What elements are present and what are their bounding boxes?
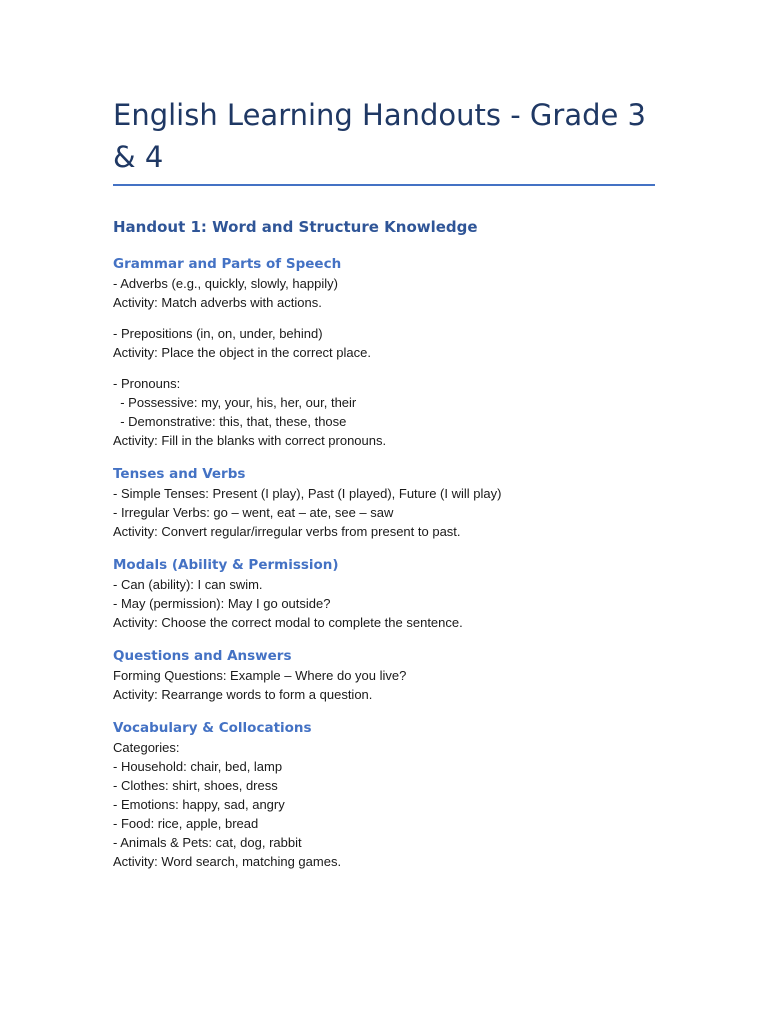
text-line: Activity: Rearrange words to form a question. (113, 687, 373, 702)
section-modals (113, 555, 658, 632)
text-line: Activity: Fill in the blanks with correct pronouns. (113, 433, 387, 448)
section-heading-modals: Modals (Ability & Permission) (113, 557, 339, 573)
title-divider (113, 184, 655, 186)
text-line: - Clothes: shirt, shoes, dress (113, 778, 278, 793)
text-line: - Demonstrative: this, that, these, those (113, 414, 347, 429)
text-line: Activity: Convert regular/irregular verbs from present to past. (113, 524, 461, 539)
text-line: - Simple Tenses: Present (I play), Past (I played), Future (I will play) (113, 486, 502, 501)
document-title: English Learning Handouts - Grade 3 & 4 (113, 98, 647, 174)
text-line: - Animals & Pets: cat, dog, rabbit (113, 835, 302, 850)
section-heading-tenses: Tenses and Verbs (113, 466, 246, 482)
text-line: - Irregular Verbs: go – went, eat – ate, see – saw (113, 505, 394, 520)
text-line: - Food: rice, apple, bread (113, 816, 259, 831)
text-line: - Possessive: my, your, his, her, our, their (113, 395, 357, 410)
grammar-block-pronouns (113, 374, 658, 450)
section-questions (113, 646, 658, 704)
grammar-block-prepositions (113, 324, 658, 362)
text-line: Forming Questions: Example – Where do you live? (113, 668, 407, 683)
text-line: Activity: Word search, matching games. (113, 854, 342, 869)
text-line: Activity: Match adverbs with actions. (113, 295, 322, 310)
text-line: Activity: Place the object in the correct place. (113, 345, 371, 360)
section-tenses (113, 464, 658, 541)
text-line: - Adverbs (e.g., quickly, slowly, happily) (113, 276, 338, 291)
grammar-block-adverbs (113, 274, 658, 312)
section-grammar (113, 254, 658, 450)
text-line: - Emotions: happy, sad, angry (113, 797, 285, 812)
section-heading-questions: Questions and Answers (113, 648, 292, 664)
section-heading-grammar: Grammar and Parts of Speech (113, 256, 342, 272)
section-heading-vocabulary: Vocabulary & Collocations (113, 720, 312, 736)
text-line: - Pronouns: (113, 376, 181, 391)
text-line: Activity: Choose the correct modal to complete the sentence. (113, 615, 463, 630)
text-line: - Household: chair, bed, lamp (113, 759, 283, 774)
handout-heading: Handout 1: Word and Structure Knowledge (113, 218, 478, 236)
text-line: Categories: (113, 740, 180, 755)
text-line: - Can (ability): I can swim. (113, 577, 263, 592)
text-line: - May (permission): May I go outside? (113, 596, 331, 611)
text-line: - Prepositions (in, on, under, behind) (113, 326, 323, 341)
section-vocabulary (113, 718, 658, 871)
